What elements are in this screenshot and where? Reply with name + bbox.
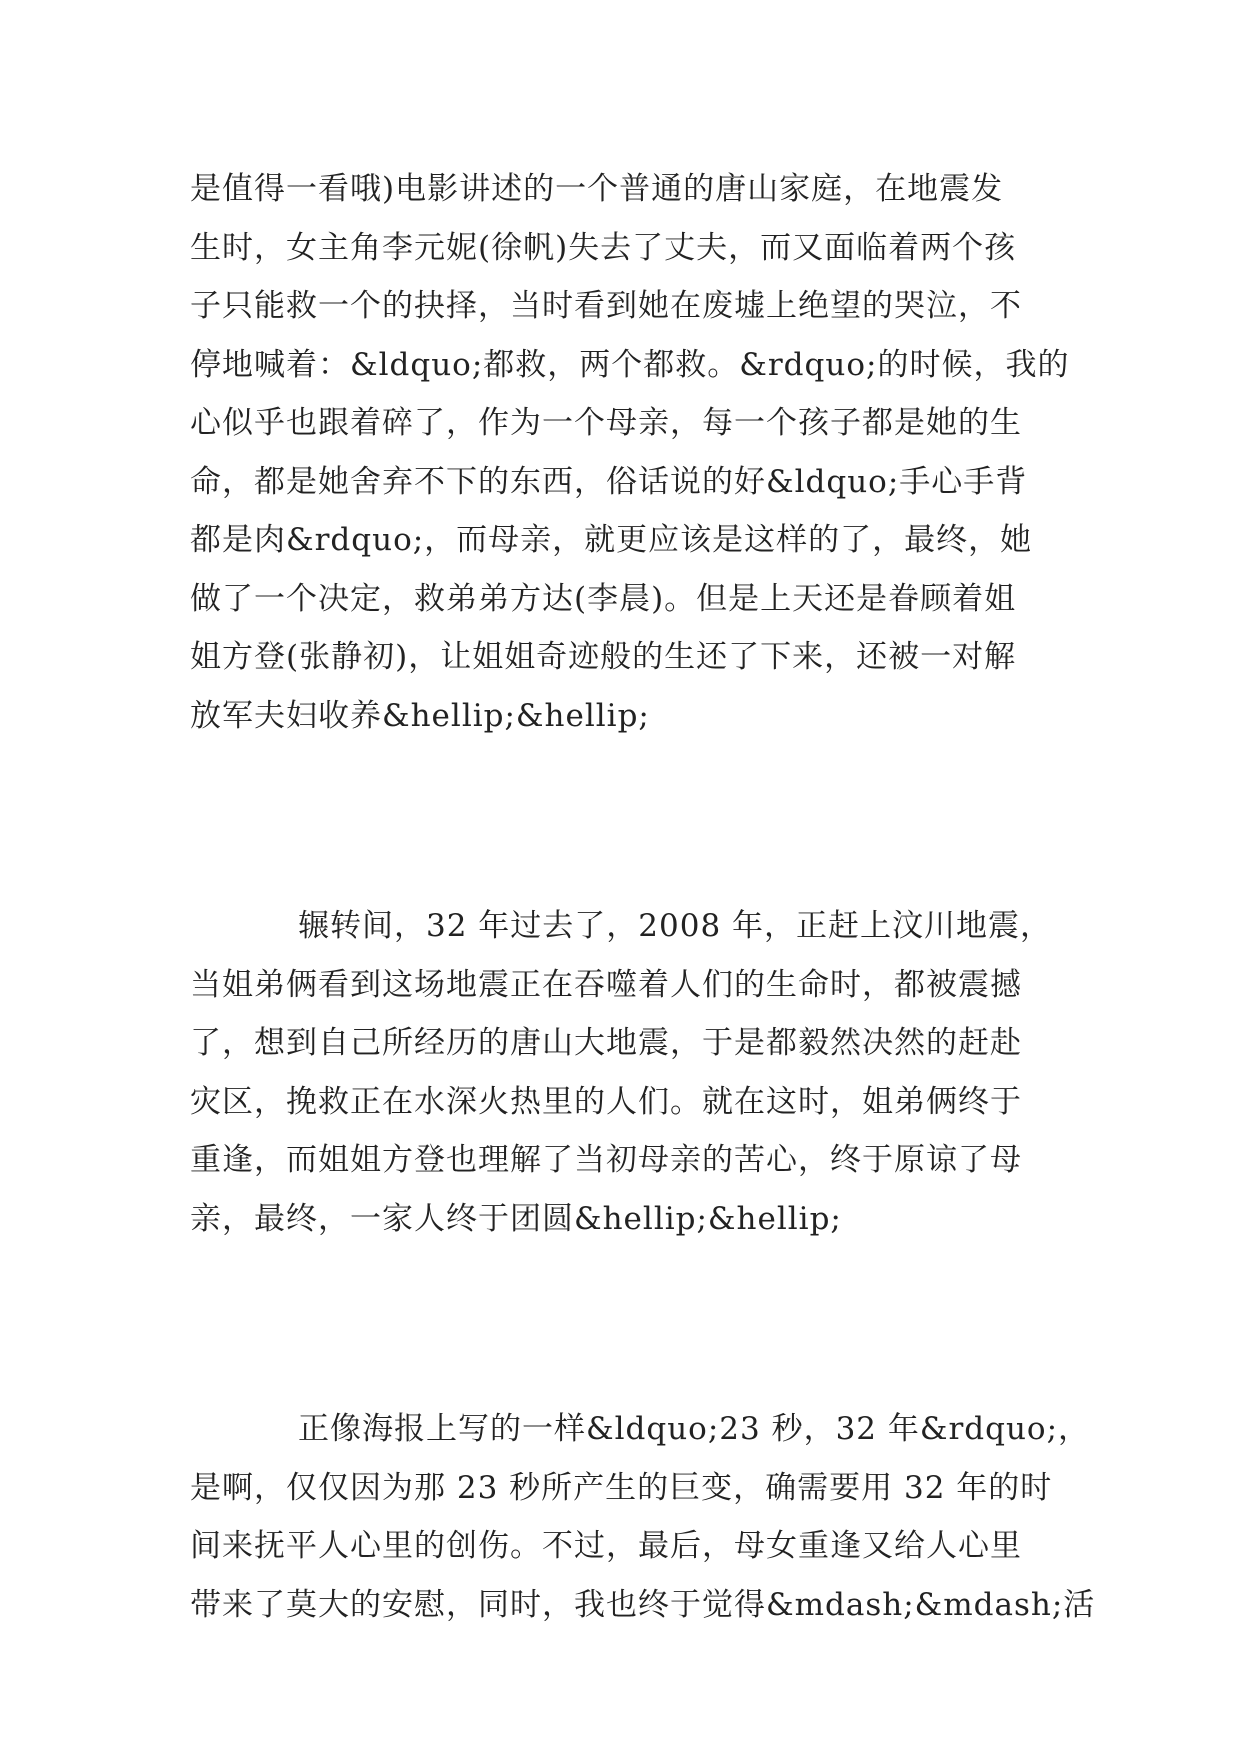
paragraph-line: 是值得一看哦)电影讲述的一个普通的唐山家庭，在地震发 [190,171,1004,207]
paragraph-line: 停地喊着：&ldquo;都救，两个都救。&rdquo;的时候，我的 [190,346,1070,383]
paragraph-3 [190,1400,1096,1634]
paragraph-line: 是啊，仅仅因为那 23 秒所产生的巨变，确需要用 32 年的时 [190,1469,1053,1506]
paragraph-line: 辗转间，32 年过去了，2008 年，正赶上汶川地震， [298,908,1053,944]
paragraph-line: 都是肉&rdquo;，而母亲，就更应该是这样的了，最终，她 [190,522,1033,558]
paragraph-spacer [190,745,1050,897]
paragraph-line: 间来抚平人心里的创伤。不过，最后，母女重逢又给人心里 [190,1528,1022,1564]
paragraph-2 [190,897,1053,1248]
paragraph-line: 正像海报上写的一样&ldquo;23 秒，32 年&rdquo;， [298,1411,1091,1447]
paragraph-line: 子只能救一个的抉择，当时看到她在废墟上绝望的哭泣，不 [190,288,1022,324]
paragraph-line: 心似乎也跟着碎了，作为一个母亲，每一个孩子都是她的生 [190,405,1022,441]
document-body [190,160,1096,1634]
paragraph-line: 姐方登(张静初)，让姐姐奇迹般的生还了下来，还被一对解 [190,639,1017,675]
paragraph-line: 当姐弟俩看到这场地震正在吞噬着人们的生命时，都被震撼 [190,966,1022,1003]
paragraph-line: 带来了莫大的安慰，同时，我也终于觉得&mdash;&mdash;活 [190,1586,1096,1623]
paragraph-spacer [190,1248,1050,1400]
paragraph-1 [190,160,1070,745]
paragraph-line: 做了一个决定，救弟弟方达(李晨)。但是上天还是眷顾着姐 [190,580,1017,617]
paragraph-line: 了，想到自己所经历的唐山大地震，于是都毅然决然的赶赴 [190,1025,1022,1061]
paragraph-line: 重逢，而姐姐方登也理解了当初母亲的苦心，终于原谅了母 [190,1142,1022,1178]
paragraph-line: 命，都是她舍弃不下的东西，俗话说的好&ldquo;手心手背 [190,463,1028,500]
paragraph-line: 放军夫妇收养&hellip;&hellip; [190,697,650,734]
paragraph-line: 灾区，挽救正在水深火热里的人们。就在这时，姐弟俩终于 [190,1083,1022,1120]
paragraph-line: 生时，女主角李元妮(徐帆)失去了丈夫，而又面临着两个孩 [190,229,1017,266]
paragraph-line: 亲，最终，一家人终于团圆&hellip;&hellip; [190,1200,842,1237]
